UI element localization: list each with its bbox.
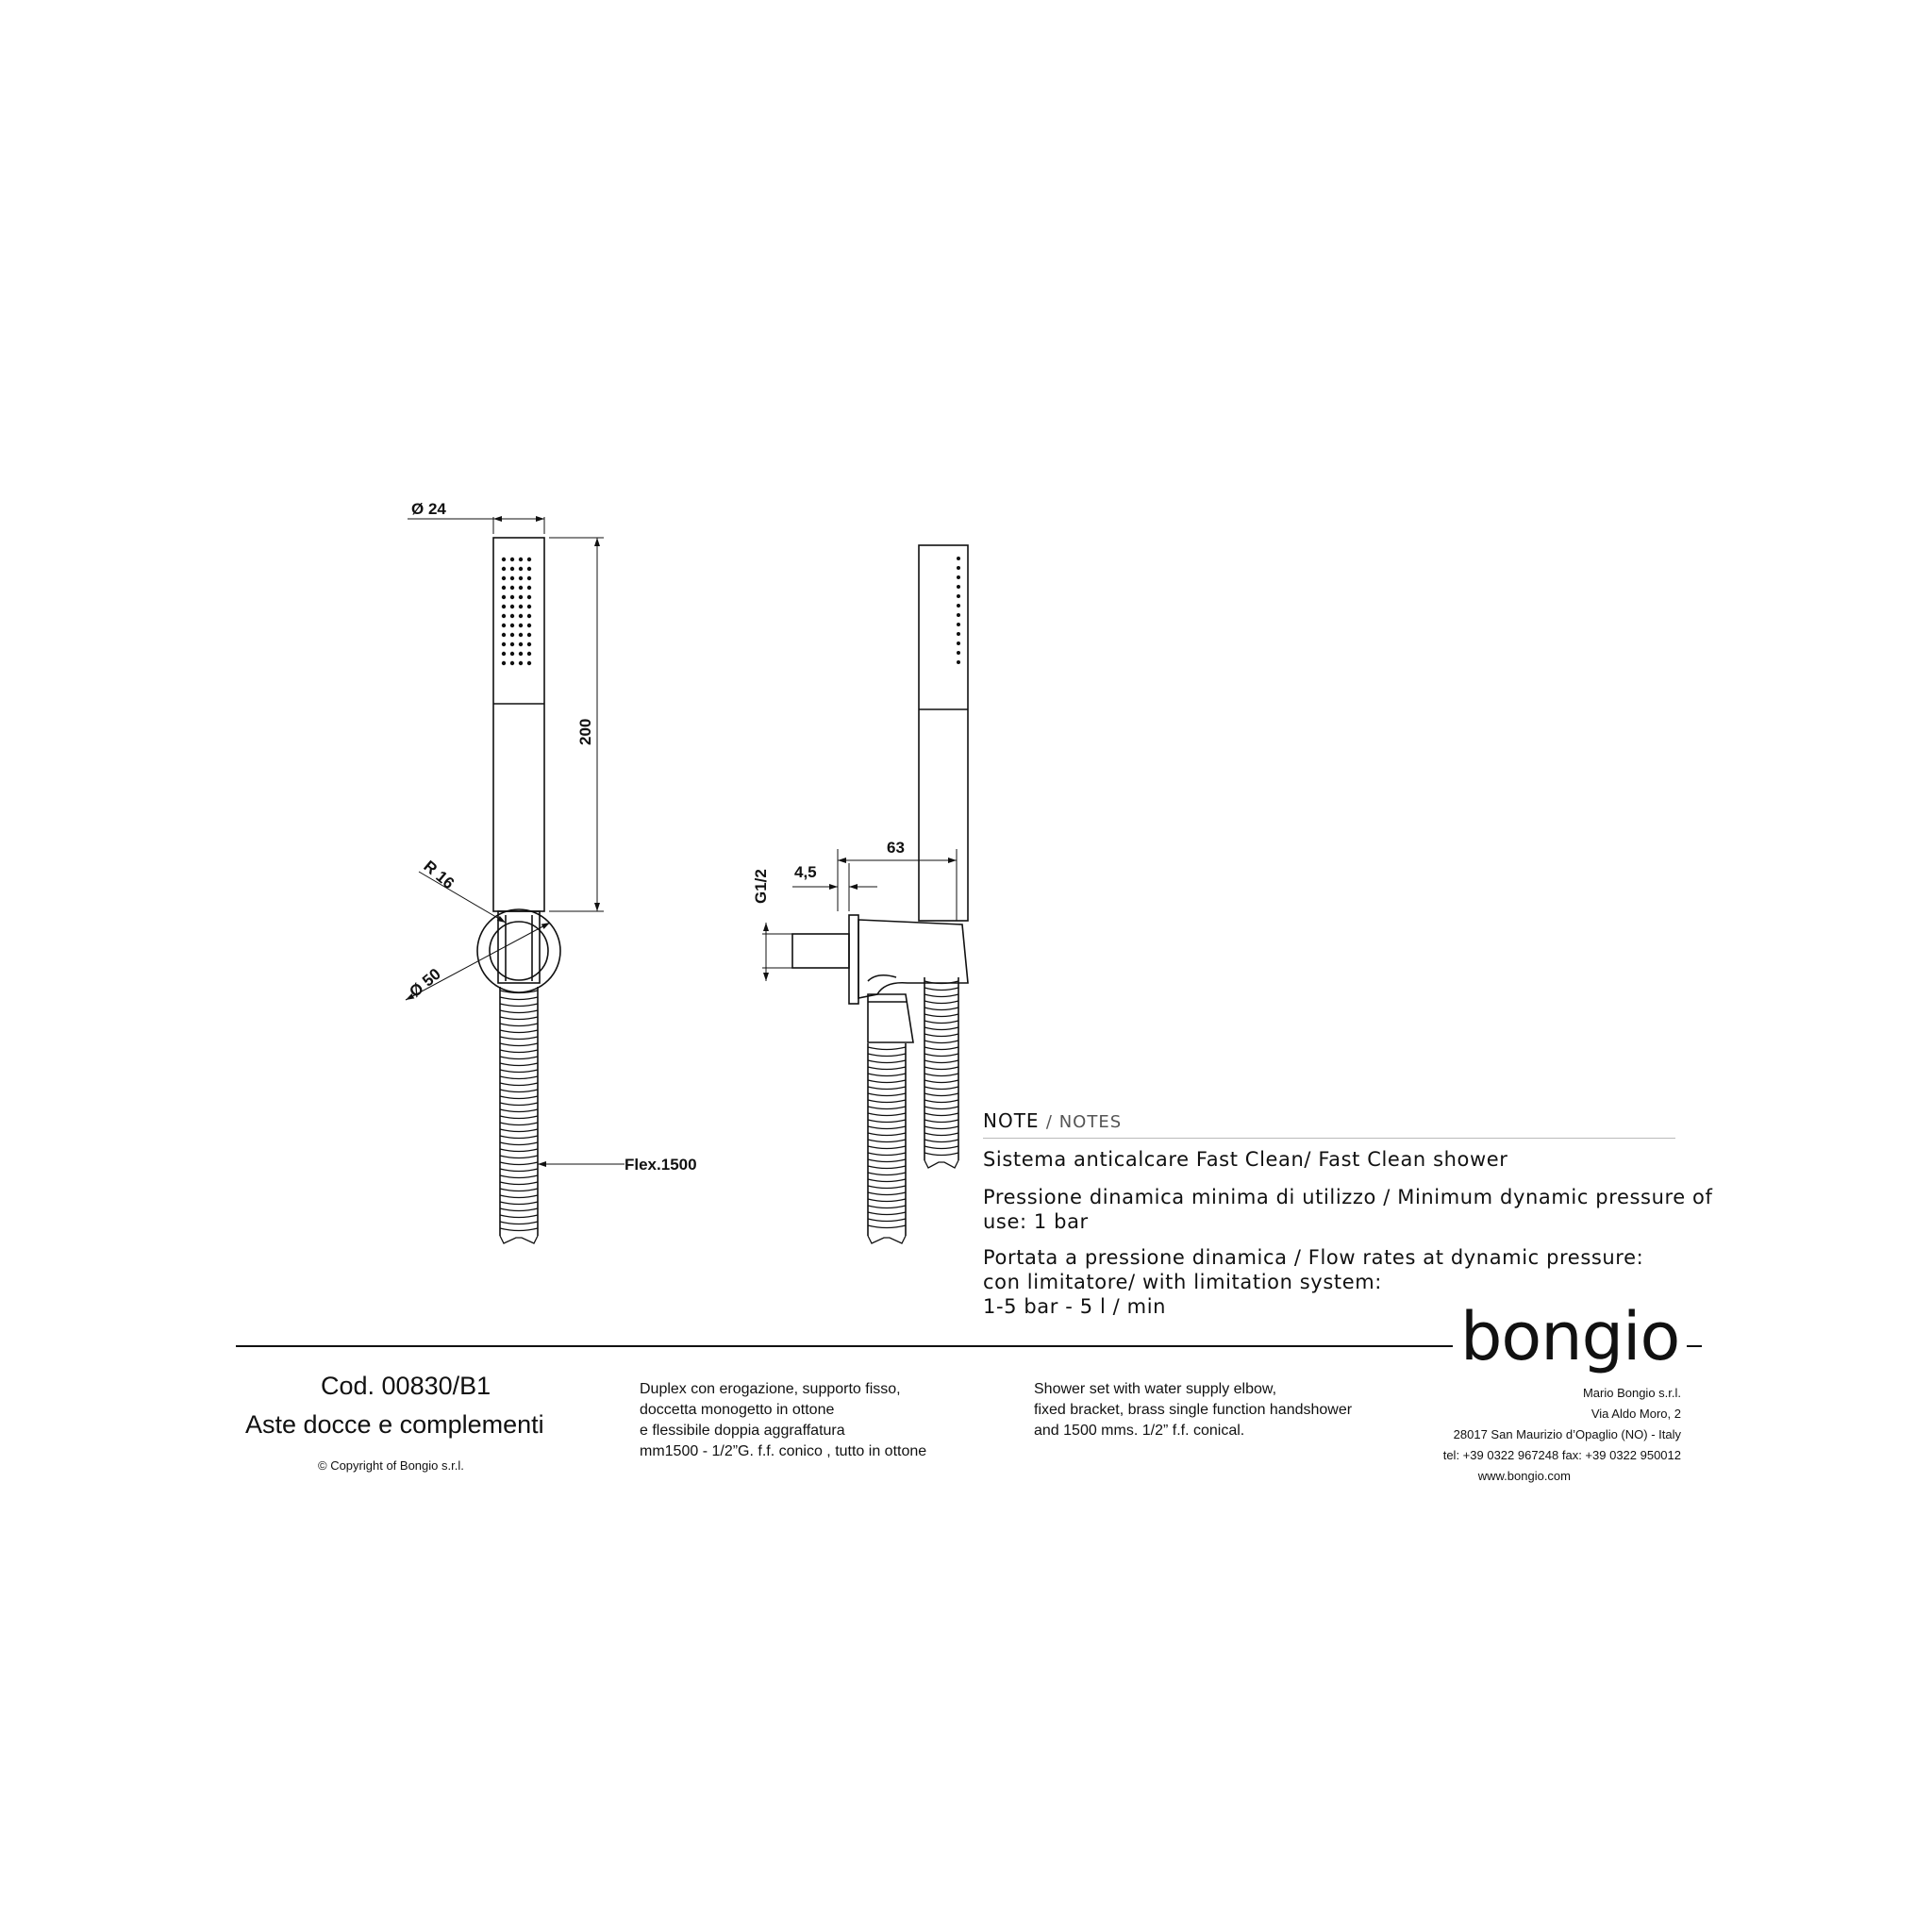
dim-diameter-top: Ø 24 bbox=[411, 500, 446, 518]
elbow-body bbox=[858, 920, 968, 998]
dim-thread: G1/2 bbox=[752, 869, 770, 904]
side-view bbox=[762, 545, 968, 1243]
dim-depth: 63 bbox=[887, 839, 905, 857]
product-code: Cod. 00830/B1 bbox=[321, 1372, 491, 1400]
desc-it-line: mm1500 - 1/2”G. f.f. conico , tutto in ottone bbox=[640, 1443, 927, 1459]
notes-heading bbox=[983, 1109, 1122, 1132]
dim-flex: Flex.1500 bbox=[625, 1156, 697, 1174]
dim-radius: R 16 bbox=[420, 857, 458, 893]
desc-en-line: and 1500 mms. 1/2” f.f. conical. bbox=[1034, 1423, 1245, 1439]
desc-en-line: Shower set with water supply elbow, bbox=[1034, 1381, 1277, 1397]
desc-it-line: doccetta monogetto in ottone bbox=[640, 1402, 835, 1418]
note-limitation: con limitatore/ with limitation system: bbox=[983, 1271, 1382, 1293]
wall-plate bbox=[849, 915, 858, 1004]
company-info bbox=[1443, 1383, 1681, 1487]
spray-nozzles-side bbox=[957, 557, 960, 664]
notes-title: NOTE bbox=[983, 1109, 1040, 1132]
dim-height: 200 bbox=[576, 718, 594, 745]
company-street: Via Aldo Moro, 2 bbox=[1591, 1407, 1681, 1421]
dim-offset: 4,5 bbox=[794, 863, 817, 881]
company-name: Mario Bongio s.r.l. bbox=[1582, 1386, 1681, 1400]
product-category: Aste docce e complementi bbox=[245, 1410, 544, 1439]
description-english bbox=[1034, 1379, 1352, 1441]
notes-subtitle: / NOTES bbox=[1045, 1112, 1123, 1132]
thread-connector bbox=[792, 934, 849, 968]
company-website[interactable]: www.bongio.com bbox=[1477, 1469, 1571, 1483]
company-phone: tel: +39 0322 967248 fax: +39 0322 950012 bbox=[1442, 1448, 1681, 1462]
flexible-hose-side bbox=[868, 977, 958, 1243]
desc-it-line: Duplex con erogazione, supporto fisso, bbox=[640, 1381, 901, 1397]
footer-divider bbox=[236, 1345, 1472, 1347]
company-city: 28017 San Maurizio d’Opaglio (NO) - Italy bbox=[1453, 1427, 1681, 1441]
copyright: © Copyright of Bongio s.r.l. bbox=[318, 1458, 464, 1473]
desc-en-line: fixed bracket, brass single function handshower bbox=[1034, 1402, 1353, 1418]
dim-diameter-base: Ø 50 bbox=[406, 964, 444, 1002]
flexible-hose bbox=[500, 987, 538, 1243]
description-italian bbox=[640, 1379, 926, 1462]
notes-divider bbox=[983, 1138, 1675, 1139]
note-fast-clean: Sistema anticalcare Fast Clean/ Fast Clean shower bbox=[983, 1148, 1508, 1171]
handshower-front bbox=[493, 538, 544, 911]
note-flow-value: 1-5 bar - 5 l / min bbox=[983, 1295, 1167, 1318]
handshower-side bbox=[919, 545, 968, 921]
note-min-pressure: Pressione dinamica minima di utilizzo / Minimum dynamic pressure of use: 1 bar bbox=[983, 1186, 1713, 1233]
desc-it-line: e flessibile doppia aggraffatura bbox=[640, 1423, 845, 1439]
bongio-logo: bongio bbox=[1453, 1304, 1687, 1370]
note-flow-rates: Portata a pressione dinamica / Flow rates at dynamic pressure: bbox=[983, 1246, 1644, 1269]
spray-nozzles bbox=[502, 558, 531, 665]
